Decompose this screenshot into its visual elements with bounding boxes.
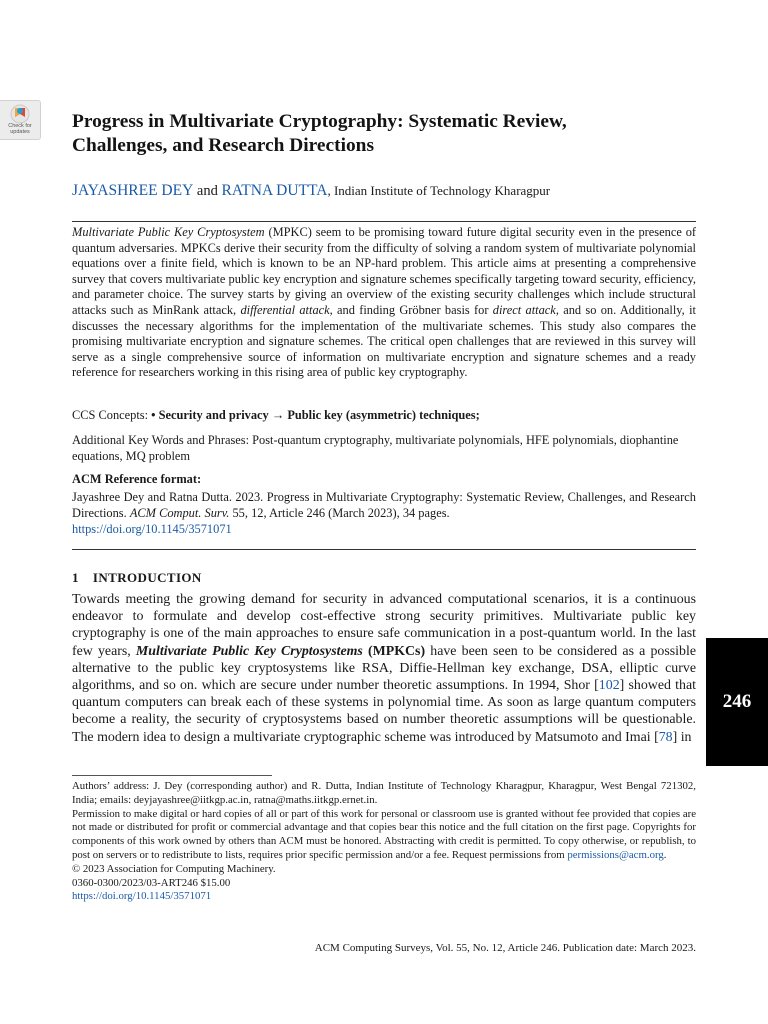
reference-body [72, 489, 696, 537]
intro-part4: ] in [672, 729, 692, 745]
citation-link-102[interactable]: 102 [598, 678, 620, 694]
author-and: and [196, 183, 218, 199]
section-title: INTRODUCTION [92, 570, 202, 585]
abstract-term-direct: direct attack [492, 302, 556, 317]
check-for-updates-badge[interactable] [0, 100, 41, 140]
reference-doi-link[interactable]: https://doi.org/10.1145/3571071 [72, 522, 232, 536]
section-number: 1 [72, 570, 79, 585]
footnote-issn: 0360-0300/2023/03-ART246 $15.00 [72, 876, 231, 889]
abstract [72, 225, 696, 381]
intro-part2: have been seen to be considered as a possible alternative to the public key cryptosystems like RSA, Diffie-Hellman key exchange, DSA, elliptic curve algorithms, and so on. which are secure under number theoretic assumptions. In 1994, Shor [ [72, 643, 696, 694]
abstract-part2: and finding Gröbner basis for [332, 302, 493, 317]
ccs-concepts [72, 407, 696, 423]
permission-end: . [663, 848, 667, 861]
reference-heading: ACM Reference format: [72, 472, 202, 486]
badge-line1: Check for [8, 123, 32, 129]
footnote-address: Authors’ address: J. Dey (corresponding author) and R. Dutta, Indian Institute of Technology Kharagpur, Kharagpur, West Bengal 721302, India; emails: deyjayashree@iitkgp.ac.in, ratna@maths.iitkgp.ernet.in. [72, 780, 696, 806]
top-rule [72, 221, 696, 222]
keywords: Additional Key Words and Phrases: Post-quantum cryptography, multivariate polynomials, HFE polynomials, diophantine equations, MQ problem [72, 433, 679, 463]
author-link-dutta[interactable]: RATNA DUTTA [221, 182, 328, 199]
ccs-label: CCS Concepts: [72, 408, 152, 422]
section-heading [72, 570, 202, 586]
title-line1: Progress in Multivariate Cryptography: Systematic Review, [72, 111, 567, 132]
title-line2: Challenges, and Research Directions [72, 135, 374, 156]
permissions-email-link[interactable]: permissions@acm.org [567, 848, 664, 861]
footnote-copyright: © 2023 Association for Computing Machinery. [72, 862, 276, 875]
abstract-term-mpkc: Multivariate Public Key Cryptosystem [72, 225, 265, 239]
article-number-tab: 246 [706, 638, 768, 766]
crossmark-icon [10, 104, 30, 124]
reference-text: Jayashree Dey and Ratna Dutta. 2023. Progress in Multivariate Cryptography: Systematic Review, Challenges, and Research Directions. [72, 490, 696, 520]
badge-line2: updates [10, 129, 30, 135]
page-footer: ACM Computing Surveys, Vol. 55, No. 12, Article 246. Publication date: March 2023. [314, 942, 696, 954]
introduction-text [72, 591, 696, 746]
bottom-rule [72, 549, 696, 550]
abstract-term-differential: differential attack, [240, 302, 333, 317]
abstract-part1: (MPKC) seem to be promising toward future digital security even in the presence of quantum adversaries. MPKCs derive their security from the difficulty of solving a random system of multivariate polynomial equations over a finite field, which is known to be an NP-hard problem. This article aims at presenting a comprehensive survey that covers multivariate public key encryption and signature schemes specifically targeting toward security, efficiency, and parameter choice. The survey starts by giving an overview of the existing security challenges which include structural attacks such as MinRank attack, [72, 225, 697, 317]
paper-title [72, 110, 712, 158]
author-affiliation: , Indian Institute of Technology Kharagpur [327, 183, 551, 198]
permission-text: Permission to make digital or hard copies of all or part of this work for personal or classroom use is granted without fee provided that copies are not made or distributed for profit or commercial advantage and that copies bear this notice and the full citation on the first page. Copyrights for components of this work owned by others than ACM must be honored. Abstracting with credit is permitted. To copy otherwise, or republish, to post on servers or to redistribute to lists, requires prior specific permission and/or a fee. Request permissions from [72, 807, 696, 861]
intro-term: Multivariate Public Key Cryptosystems [135, 643, 363, 659]
abstract-part3: , and so on. Additionally, it discusses the necessary algorithms for the implementation of the multivariate schemes. This study also compares the promising multivariate encryption and signature schemes. The critical open challenges that are reviewed in this survey will serve as a single comprehensive source of information on multivariate encryption and signature schemes and a ready reference for researchers working in this rising area of public key cryptography. [72, 302, 696, 380]
footnote-permission [72, 808, 696, 863]
ccs-value: • Security and privacy → Public key (asymmetric) techniques; [151, 408, 480, 422]
intro-part3: ] showed that quantum computers can break each of these systems in polynomial time. As soon as large quantum computers become a reality, the security of cryptosystems based on number theoretic assumptions will be questionable. The modern idea to design a multivariate cryptographic scheme was introduced by Matsumoto and Imai [ [72, 678, 696, 745]
badge-label [0, 123, 40, 135]
intro-part1: Towards meeting the growing demand for security in advanced computational scenarios, it is a continuous endeavor to formulate and develop cost-effective strong security primitives. Multivariate public key cryptography is one of the main approaches to ensure safe communication in a post-quantum world. In the last few years, [72, 592, 696, 659]
footnotes [72, 780, 696, 904]
footnote-rule [72, 775, 272, 776]
reference-details: 55, 12, Article 246 (March 2023), 34 pages. [229, 506, 450, 520]
footnote-doi-link[interactable]: https://doi.org/10.1145/3571071 [72, 890, 212, 903]
author-link-dey[interactable]: JAYASHREE DEY [72, 182, 194, 199]
author-line [72, 181, 712, 201]
reference-journal: ACM Comput. Surv. [129, 506, 230, 520]
citation-link-78[interactable]: 78 [658, 729, 673, 745]
intro-abbr: (MPKCs) [362, 643, 426, 659]
